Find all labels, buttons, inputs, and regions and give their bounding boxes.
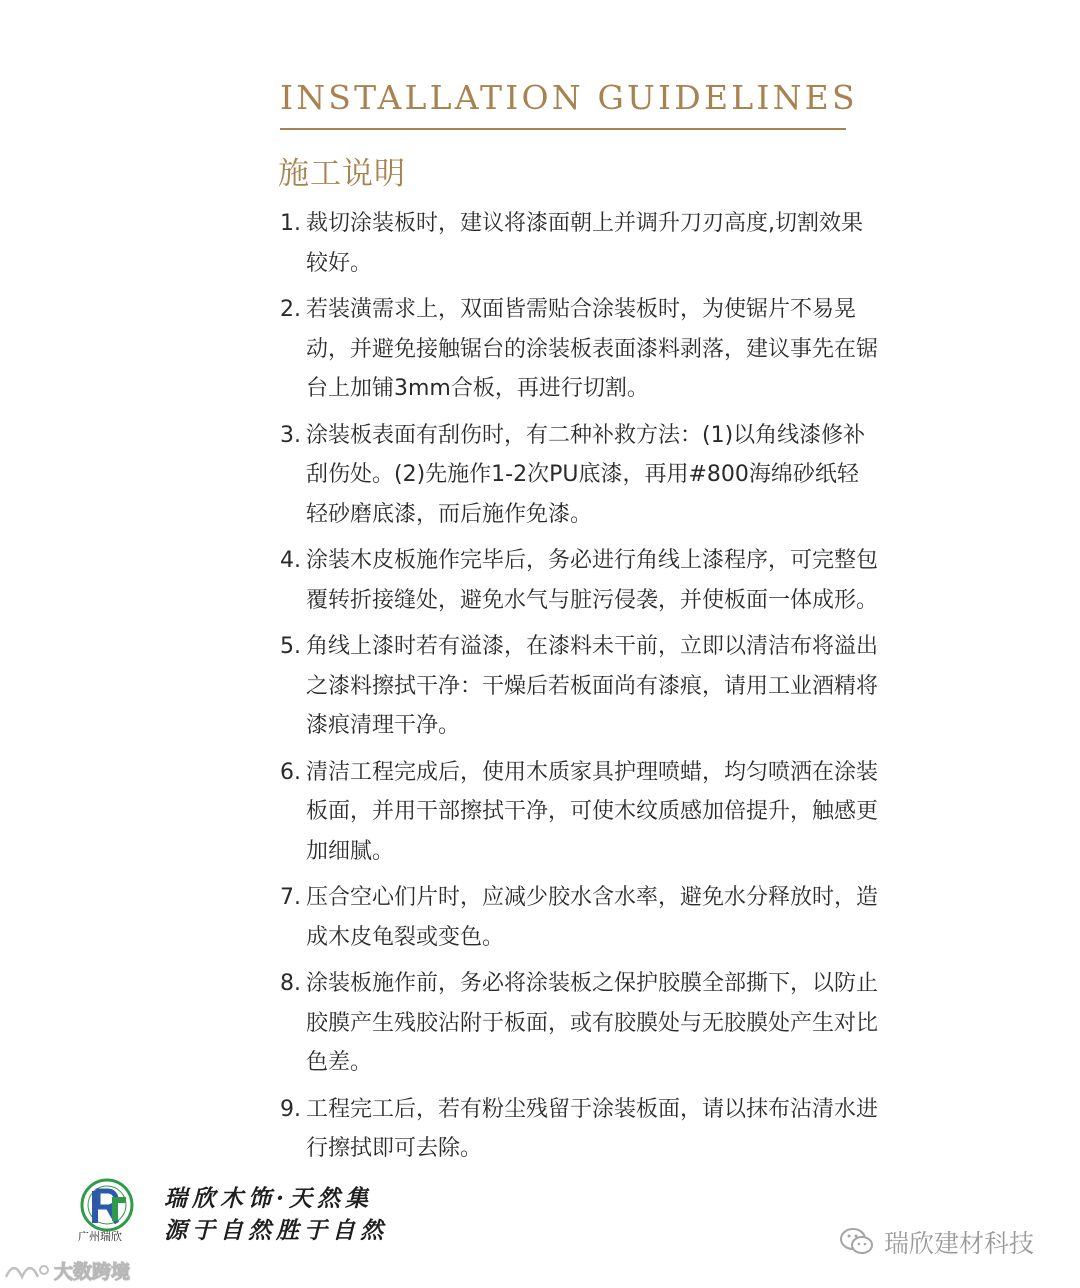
guideline-text: 涂装板表面有刮伤时，有二种补救方法：(1)以角线漆修补刮伤处。(2)先施作1-2次PU底漆，再用#800海绵砂纸轻轻砂磨底漆，而后施作免漆。: [306, 422, 866, 527]
guideline-number: 5.: [280, 634, 301, 659]
platform-watermark-text: 大数跨境: [54, 1260, 131, 1283]
guideline-text: 清洁工程完成后，使用木质家具护理喷蜡，均匀喷洒在涂装板面，并用干部擦拭干净，可使木纹质感加倍提升，触感更加细腻。: [306, 759, 879, 864]
guideline-number: 7.: [280, 885, 301, 910]
heading-chinese: 施工说明: [278, 156, 406, 192]
guideline-number: 9.: [280, 1096, 301, 1122]
heading-english: INSTALLATION GUIDELINES: [280, 78, 858, 117]
guideline-item: [280, 1090, 880, 1169]
slogan-line-2: 源于自然胜于自然: [164, 1217, 388, 1244]
heading-divider: [280, 128, 846, 130]
guidelines-list: [280, 204, 880, 1176]
guideline-text: 若装潢需求上，双面皆需贴合涂装板时，为使锯片不易晃动，并避免接触锯台的涂装板表面漆料剥落，建议事先在锯台上加铺3mm合板，再进行切割。: [306, 297, 879, 401]
logo-caption: 广州瑞欣: [78, 1230, 122, 1243]
guideline-item: [280, 541, 880, 620]
wechat-icon: [840, 1227, 874, 1257]
guideline-text: 涂装木皮板施作完毕后，务必进行角线上漆程序，可完整包覆转折接缝处，避免水气与脏污侵袭，并使板面一体成形。: [306, 548, 879, 613]
guideline-text: 工程完工后，若有粉尘残留于涂装板面，请以抹布沾清水进行擦拭即可去除。: [306, 1096, 879, 1161]
guideline-item: [280, 964, 880, 1083]
guideline-number: 8.: [280, 971, 301, 996]
guideline-text: 涂装板施作前，务必将涂装板之保护胶膜全部撕下，以防止胶膜产生残胶沾附于板面，或有胶膜处与无胶膜处产生对比色差。: [306, 971, 879, 1075]
guideline-number: 3.: [280, 422, 301, 448]
guideline-item: [280, 753, 880, 872]
guideline-text: 压合空心们片时，应减少胶水含水率，避免水分释放时，造成木皮龟裂或变色。: [306, 885, 879, 950]
guideline-number: 1.: [280, 211, 301, 236]
guideline-item: [280, 290, 880, 409]
wechat-account-name: 瑞欣建材科技: [884, 1229, 1035, 1258]
guideline-item: [280, 416, 880, 535]
wechat-watermark: [840, 1222, 1034, 1262]
guideline-text: 裁切涂装板时，建议将漆面朝上并调升刀刃高度,切割效果较好。: [306, 211, 863, 276]
platform-watermark: [2, 1256, 130, 1284]
platform-logo-icon: [2, 1259, 50, 1281]
guideline-number: 2.: [280, 297, 301, 322]
guideline-number: 4.: [280, 548, 301, 573]
slogan-line-1: 瑞欣木饰·天然集: [164, 1185, 374, 1212]
guideline-number: 6.: [280, 759, 301, 785]
guideline-item: [280, 204, 880, 283]
guideline-text: 角线上漆时若有溢漆，在漆料未干前，立即以清洁布将溢出之漆料擦拭干净：干燥后若板面尚有漆痕，请用工业酒精将漆痕清理干净。: [306, 634, 879, 738]
guideline-item: [280, 878, 880, 957]
guideline-item: [280, 627, 880, 746]
